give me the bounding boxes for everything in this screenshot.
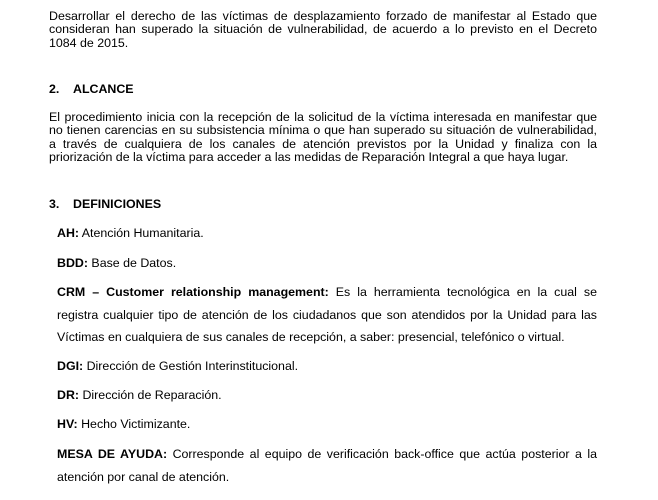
intro-paragraph: Desarrollar el derecho de las víctimas de desplazamiento forzado de manifestar al Estado que consideran han superado la situación de vulnerabilidad, de acuerdo a lo previsto en el Decreto 1084 de 2015. xyxy=(49,9,597,50)
section-heading-alcance xyxy=(49,82,134,96)
definition-text: Atención Humanitaria. xyxy=(79,226,204,240)
definition-term: DGI: xyxy=(57,359,84,373)
section-number: 3. xyxy=(49,197,60,211)
definition-term: BDD: xyxy=(57,256,88,270)
definition-text: Dirección de Gestión Interinstitucional. xyxy=(83,359,299,373)
section-title: DEFINICIONES xyxy=(73,197,162,211)
definition-term: AH: xyxy=(57,226,80,240)
section-title: ALCANCE xyxy=(73,82,134,96)
section-number: 2. xyxy=(49,82,60,96)
definition-text: Corresponde al equipo de verificación back-office que actúa posterior a la atención por canal de atención. xyxy=(57,447,597,484)
definition-text: Dirección de Reparación. xyxy=(79,388,222,402)
definition-term: CRM – Customer relationship management: xyxy=(57,285,329,299)
alcance-paragraph: El procedimiento inicia con la recepción de la solicitud de la víctima interesada en manifestar que no tienen carencias en su subsistencia mínima o que han superado su situación de vulnerabilidad, a través de cualquiera de los canales de atención previstos por la Unidad y finaliza con la priorización de la víctima para acceder a las medidas de Reparación Integral a que haya lugar. xyxy=(49,110,597,165)
definition-item xyxy=(57,413,597,436)
definition-text: Base de Datos. xyxy=(87,256,177,270)
definition-item xyxy=(57,443,597,488)
definition-item xyxy=(57,252,597,275)
definition-item xyxy=(57,355,597,378)
section-heading-definiciones xyxy=(49,197,161,211)
definition-item xyxy=(57,384,597,407)
definition-term: HV: xyxy=(57,417,78,431)
definition-term: DR: xyxy=(57,388,80,402)
definition-text: Hecho Victimizante. xyxy=(77,417,191,431)
definition-text: Es la herramienta tecnológica en la cual se registra cualquier tipo de atención de los ciudadanos que son atendidos por la Unidad para las Víctimas en cualquiera de sus canales de recepción, a saber: presencial, telefónico o virtual. xyxy=(57,285,597,344)
definition-term: MESA DE AYUDA: xyxy=(57,447,168,461)
definition-item xyxy=(57,281,597,349)
definition-item xyxy=(57,222,597,245)
